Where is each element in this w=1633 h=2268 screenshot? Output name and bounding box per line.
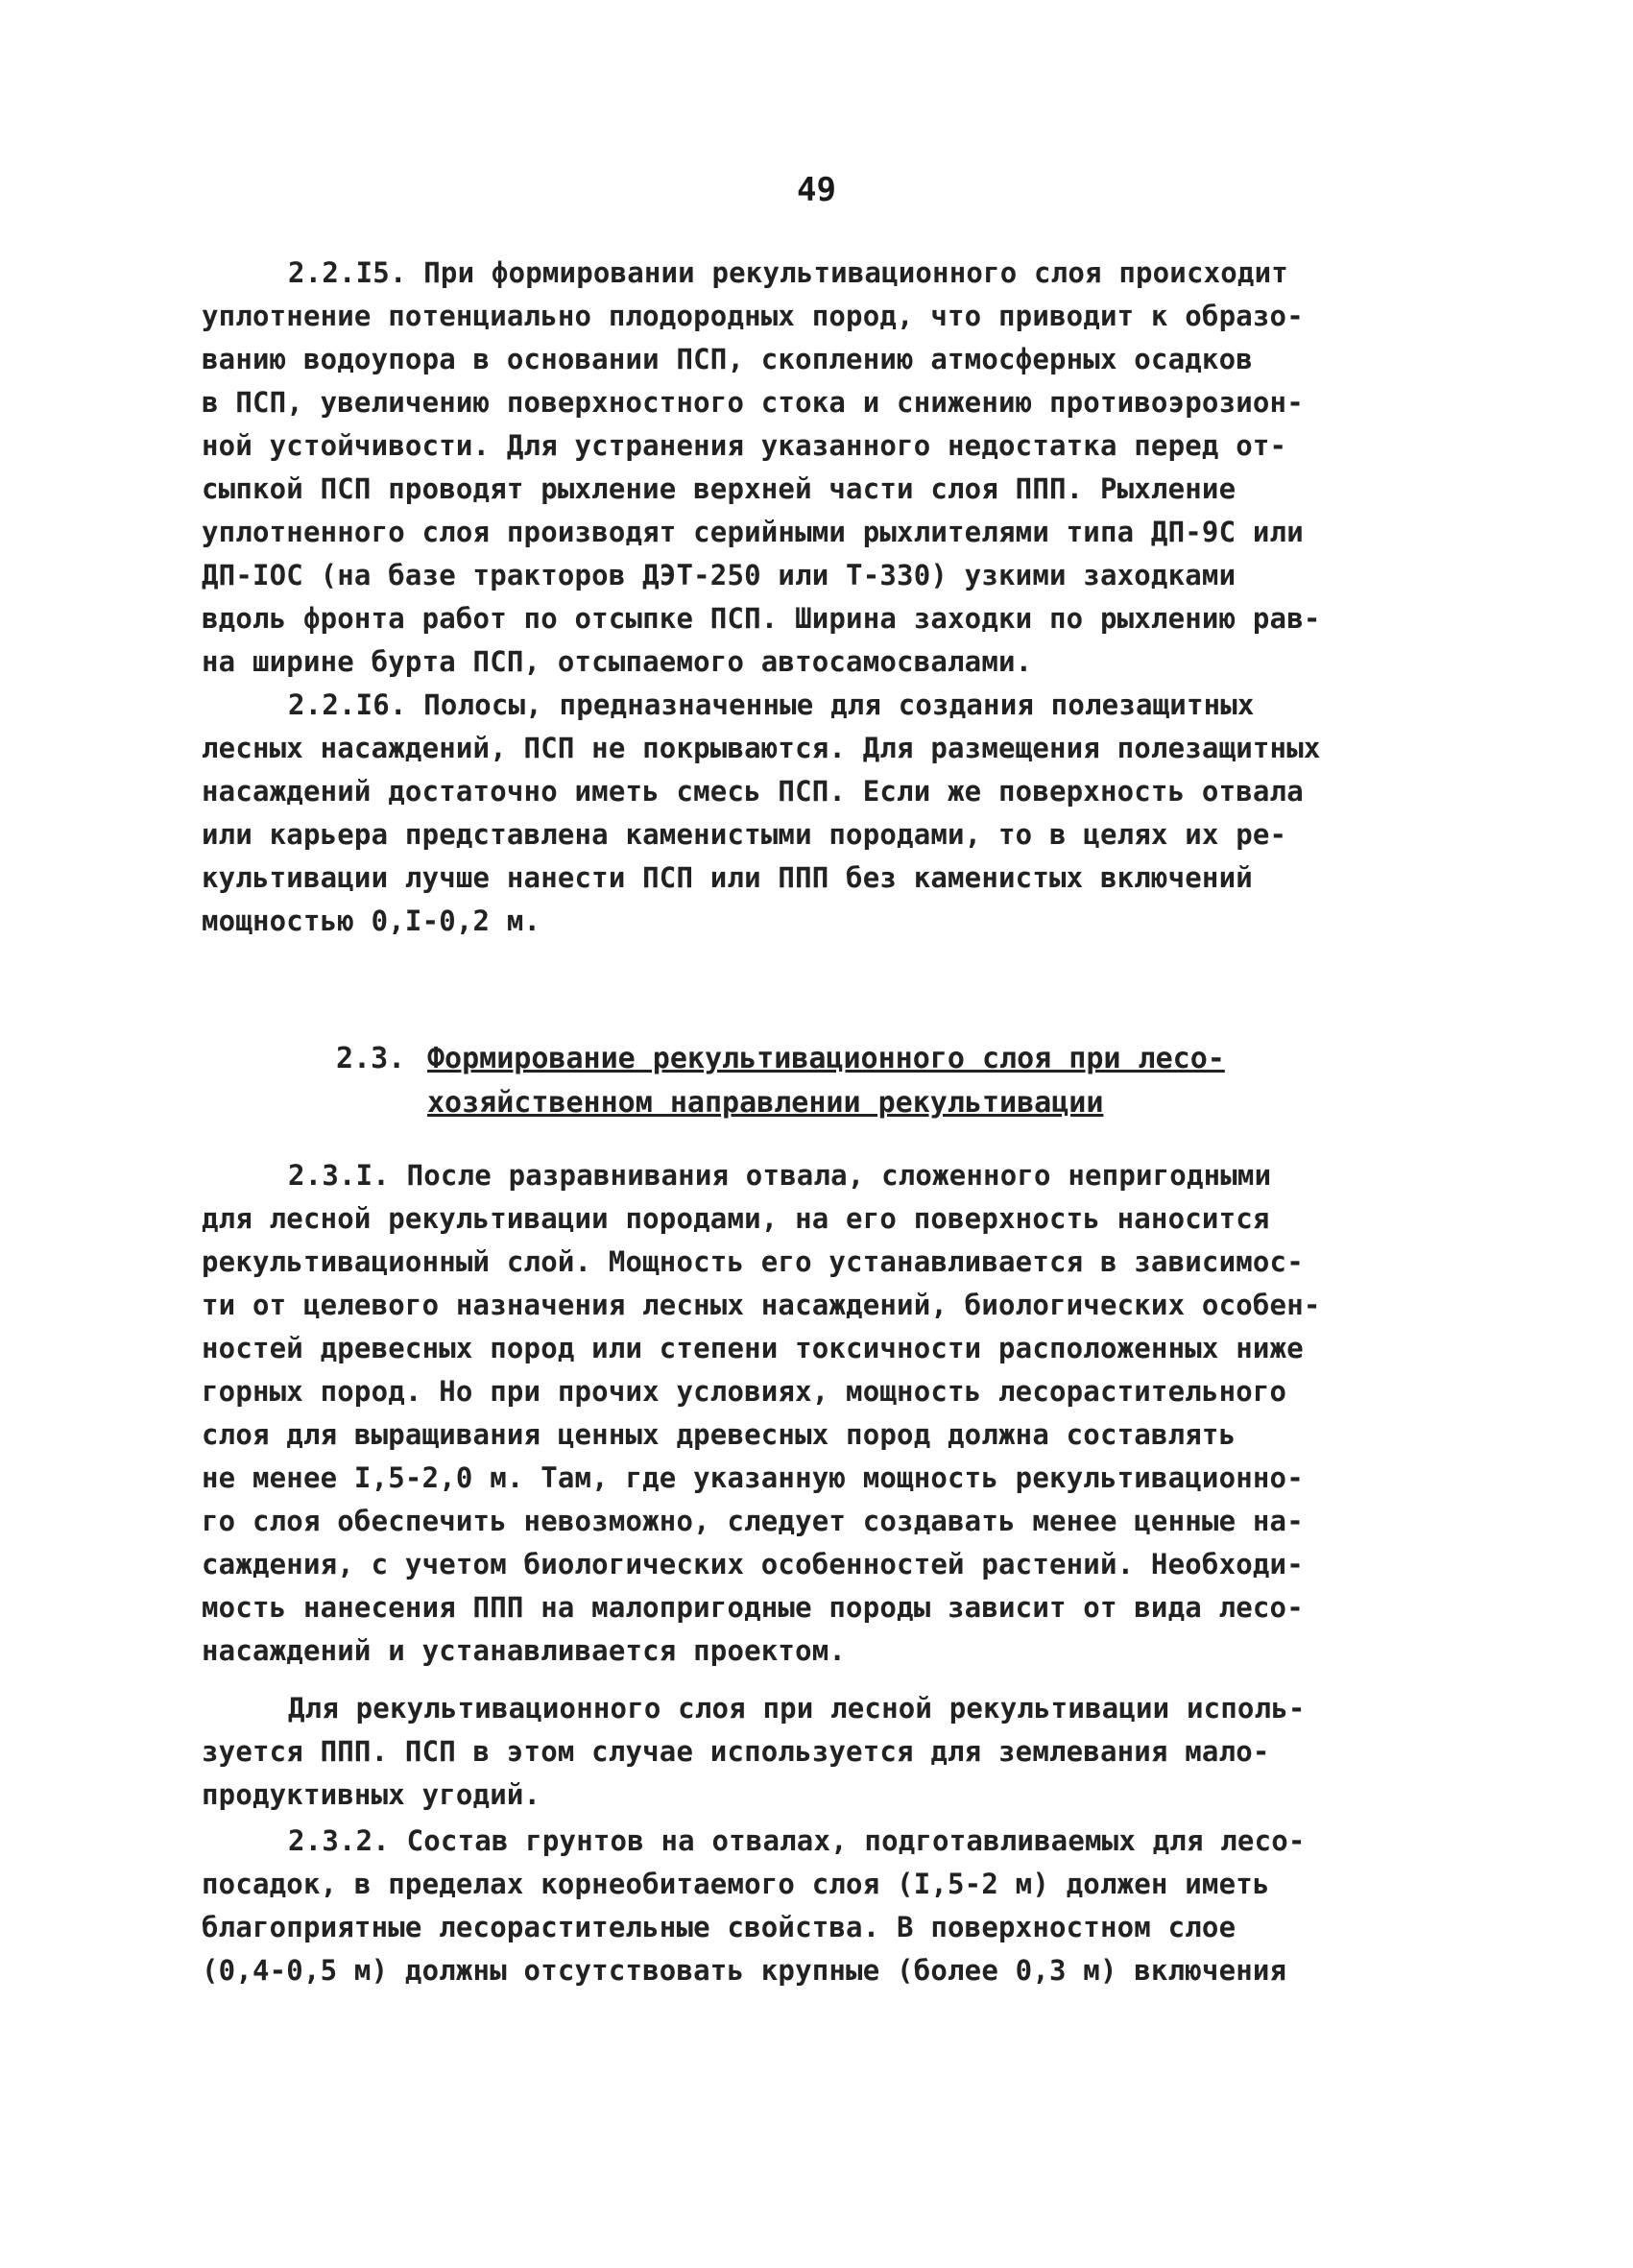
text-line: (0,4-0,5 м) должны отсутствовать крупные (более 0,3 м) включения [202, 1954, 1287, 1987]
text-line: ДП-IОС (на базе тракторов ДЭТ-250 или Т-330) узкими заходками [202, 559, 1237, 591]
text-line: сыпкой ПСП проводят рыхление верхней части слоя ППП. Рыхление [202, 472, 1237, 505]
text-line: посадок, в пределах корнеобитаемого слоя (I,5-2 м) должен иметь [202, 1868, 1270, 1900]
text-line: 2.2.I5. При формировании рекультивационного слоя происходит [288, 256, 1288, 289]
section-number: 2.3. [336, 1042, 406, 1075]
text-line: Для рекультивационного слоя при лесной рекультивации исполь- [288, 1692, 1306, 1725]
text-line: мощностью 0,I-0,2 м. [202, 905, 541, 937]
text-line: 2.3.2. Состав грунтов на отвалах, подготавливаемых для лесо- [288, 1824, 1306, 1857]
text-line: благоприятные лесорастительные свойства. В поверхностном слое [202, 1911, 1237, 1943]
text-line: продуктивных угодий. [202, 1778, 541, 1811]
text-line: саждения, с учетом биологических особенностей растений. Необходи- [202, 1548, 1304, 1580]
text-line: лесных насаждений, ПСП не покрываются. Для размещения полезащитных [202, 732, 1321, 764]
text-line: культивации лучше нанести ПСП или ППП без каменистых включений [202, 861, 1253, 894]
text-line: для лесной рекультивации породами, на его поверхность наносится [202, 1202, 1270, 1235]
text-line: рекультивационный слой. Мощность его устанавливается в зависимос- [202, 1245, 1304, 1278]
text-line: ностей древесных пород или степени токсичности расположенных ниже [202, 1332, 1304, 1364]
section-title-line: хозяйственном направлении рекультивации [427, 1086, 1104, 1120]
paragraph-2-3-1-continued [202, 1687, 1440, 1817]
text-line: насаждений и устанавливается проектом. [202, 1634, 847, 1667]
text-line: уплотненного слоя производят серийными рыхлителями типа ДП-9С или [202, 516, 1304, 548]
text-line: насаждений достаточно иметь смесь ПСП. Если же поверхность отвала [202, 775, 1304, 808]
text-line: вдоль фронта работ по отсыпке ПСП. Ширина заходки по рыхлению рав- [202, 602, 1321, 635]
text-line: слоя для выращивания ценных древесных пород должна составлять [202, 1418, 1237, 1451]
text-line: на ширине бурта ПСП, отсыпаемого автосамосвалами. [202, 645, 1033, 678]
text-line: ванию водоупора в основании ПСП, скоплению атмосферных осадков [202, 343, 1253, 375]
text-line: ти от целевого назначения лесных насаждений, биологических особен- [202, 1289, 1321, 1321]
text-line: зуется ППП. ПСП в этом случае используется для землевания мало- [202, 1735, 1270, 1768]
text-line: го слоя обеспечить невозможно, следует создавать менее ценные на- [202, 1505, 1304, 1537]
page-number: 49 [797, 171, 836, 209]
text-line: уплотнение потенциально плодородных пород, что приводит к образо- [202, 300, 1304, 332]
text-line: 2.3.I. После разравнивания отвала, сложенного непригодными [288, 1159, 1272, 1192]
text-line: ной устойчивости. Для устранения указанного недостатка перед от- [202, 429, 1287, 462]
text-line: или карьера представлена каменистыми породами, то в целях их ре- [202, 818, 1287, 851]
paragraph-2-3-1 [202, 1154, 1440, 1673]
section-title-line: Формирование рекультивационного слоя при лесо- [427, 1042, 1225, 1075]
paragraph-2-2-16 [202, 684, 1440, 943]
text-line: в ПСП, увеличению поверхностного стока и снижению противоэрозион- [202, 386, 1304, 419]
text-line: не менее I,5-2,0 м. Там, где указанную мощность рекультивационно- [202, 1461, 1304, 1494]
paragraph-2-3-2 [202, 1820, 1440, 1992]
text-line: горных пород. Но при прочих условиях, мощность лесорастительного [202, 1375, 1287, 1408]
paragraph-2-2-15 [202, 252, 1440, 684]
text-line: 2.2.I6. Полосы, предназначенные для создания полезащитных [288, 688, 1255, 721]
text-line: мость нанесения ППП на малопригодные породы зависит от вида лесо- [202, 1591, 1304, 1624]
